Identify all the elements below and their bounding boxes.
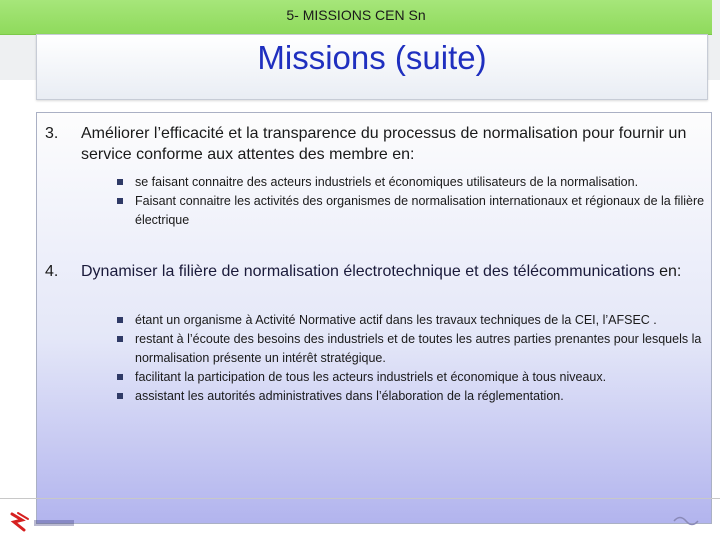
item-number: 3. xyxy=(45,125,59,142)
item-text-emphasis: Dynamiser la filière de normalisation électrotechnique et des télécommunications xyxy=(81,263,655,280)
list-item xyxy=(115,368,705,387)
square-bullet-icon xyxy=(117,198,123,204)
bullet-list-4 xyxy=(115,311,705,406)
bullet-text: se faisant connaitre des acteurs industriels et économiques utilisateurs de la normalisation. xyxy=(135,175,639,189)
title-box xyxy=(36,34,708,100)
section-header-label: 5- MISSIONS CEN Sn xyxy=(286,7,426,23)
item-text-rest: en: xyxy=(654,263,682,280)
item-text xyxy=(81,261,707,282)
section-header-bar xyxy=(0,0,712,35)
bullet-list-3 xyxy=(115,173,705,230)
organization-logo-icon xyxy=(8,510,78,532)
bullet-text: étant un organisme à Activité Normative actif dans les travaux techniques de la CEI, l’AFSEC . xyxy=(135,313,657,327)
square-bullet-icon xyxy=(117,374,123,380)
list-item xyxy=(115,311,705,330)
square-bullet-icon xyxy=(117,317,123,323)
list-item xyxy=(115,173,705,192)
item-number: 4. xyxy=(45,263,59,280)
bullet-text: restant à l’écoute des besoins des industriels et de toutes les autres parties prenantes pour lesquels la normalisation présente un intérêt stratégique. xyxy=(135,332,702,365)
square-bullet-icon xyxy=(117,336,123,342)
square-bullet-icon xyxy=(117,179,123,185)
content-panel xyxy=(36,112,712,524)
bullet-text: Faisant connaitre les activités des organismes de normalisation internationaux et régionaux de la filière électrique xyxy=(135,194,705,227)
list-item xyxy=(115,192,705,230)
item-text: Améliorer l’efficacité et la transparence du processus de normalisation pour fournir un service conforme aux attentes des membre en: xyxy=(81,125,687,163)
bullet-text: assistant les autorités administratives dans l’élaboration de la réglementation. xyxy=(135,389,564,403)
bullet-text: facilitant la participation de tous les acteurs industriels et économique à tous niveaux. xyxy=(135,370,607,384)
footer-divider xyxy=(0,498,720,499)
slide-title: Missions (suite) xyxy=(257,39,487,76)
footer-corner-logo-icon xyxy=(666,512,706,530)
list-item xyxy=(115,387,705,406)
square-bullet-icon xyxy=(117,393,123,399)
list-item xyxy=(115,330,705,368)
